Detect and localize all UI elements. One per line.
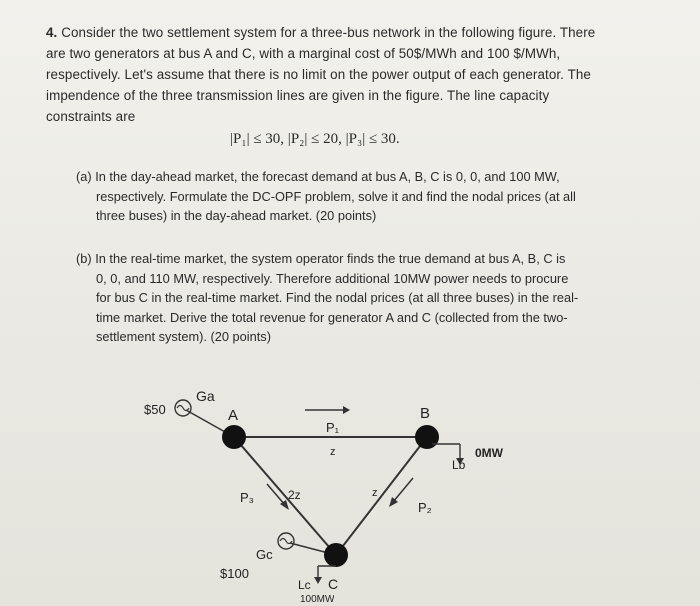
intro-line-4: impendence of the three transmission lines are given in the figure. The line capacity <box>46 88 550 103</box>
part-b-line-5: settlement system). (20 points) <box>96 329 271 344</box>
part-a-label: (a) <box>76 169 92 184</box>
load-b-label: Lb <box>452 458 466 472</box>
intro-line-5: constraints are <box>46 109 136 124</box>
bus-b-node <box>415 425 439 449</box>
intro-line-2: are two generators at bus A and C, with a marginal cost of 50$/MWh and 100 $/MWh, <box>46 46 561 61</box>
bus-c-node <box>324 543 348 567</box>
gen-a-cost: $50 <box>144 402 166 417</box>
line-bc-impedance: z <box>372 487 378 499</box>
p2-label: P₂ <box>418 500 432 515</box>
part-b-line-3: for bus C in the real-time market. Find the nodal prices (at all three buses) in the real- <box>96 290 579 305</box>
bus-a-label: A <box>228 407 239 424</box>
part-a-line-1: In the day-ahead market, the forecast demand at bus A, B, C is 0, 0, and 100 MW, <box>95 169 560 184</box>
gen-c-wave-icon <box>280 539 292 544</box>
p1-arrowhead-icon <box>343 406 350 414</box>
line-ab-impedance: z <box>330 446 336 458</box>
line-ac-impedance: 2z <box>288 488 301 502</box>
part-a-line-3: three buses) in the day-ahead market. (20 points) <box>96 208 377 223</box>
intro-line-1: Consider the two settlement system for a three-bus network in the following figure. There <box>61 25 596 40</box>
load-c-label: Lc <box>298 578 311 592</box>
gen-a-wave-icon <box>177 406 189 411</box>
gen-c-cost: $100 <box>220 566 249 581</box>
part-b-line-1: In the real-time market, the system operator finds the true demand at bus A, B, C is <box>95 251 566 266</box>
load-c-arrowhead-icon <box>314 577 322 584</box>
intro-line-3: respectively. Let's assume that there is no limit on the power output of each generator. The <box>46 67 591 82</box>
part-b-line-2: 0, 0, and 110 MW, respectively. Therefore additional 10MW power needs to procure <box>96 270 569 286</box>
part-b-label: (b) <box>76 251 92 266</box>
question-number: 4. <box>46 25 58 40</box>
p1-label: P₁ <box>326 420 340 435</box>
line-capacity-constraints: |P₁| ≤ 30, |P₂| ≤ 20, |P₃| ≤ 30. <box>230 131 400 147</box>
p3-label: P₃ <box>240 490 254 505</box>
bus-b-label: B <box>420 405 431 422</box>
bus-c-label: C <box>328 576 339 592</box>
part-b-line-4: time market. Derive the total revenue for generator A and C (collected from the two- <box>96 309 568 325</box>
p2-flow-arrow-icon <box>393 478 413 502</box>
gen-a-label: Ga <box>196 388 215 404</box>
gen-c-label: Gc <box>256 547 273 562</box>
load-c-value: 100MW <box>300 594 335 605</box>
p3-flow-arrow-icon <box>267 484 285 505</box>
part-a-line-2: respectively. Formulate the DC-OPF problem, solve it and find the nodal prices (at all <box>96 188 576 204</box>
line-bc <box>336 437 427 555</box>
bus-a-node <box>222 425 246 449</box>
load-b-value: 0MW <box>475 446 503 460</box>
